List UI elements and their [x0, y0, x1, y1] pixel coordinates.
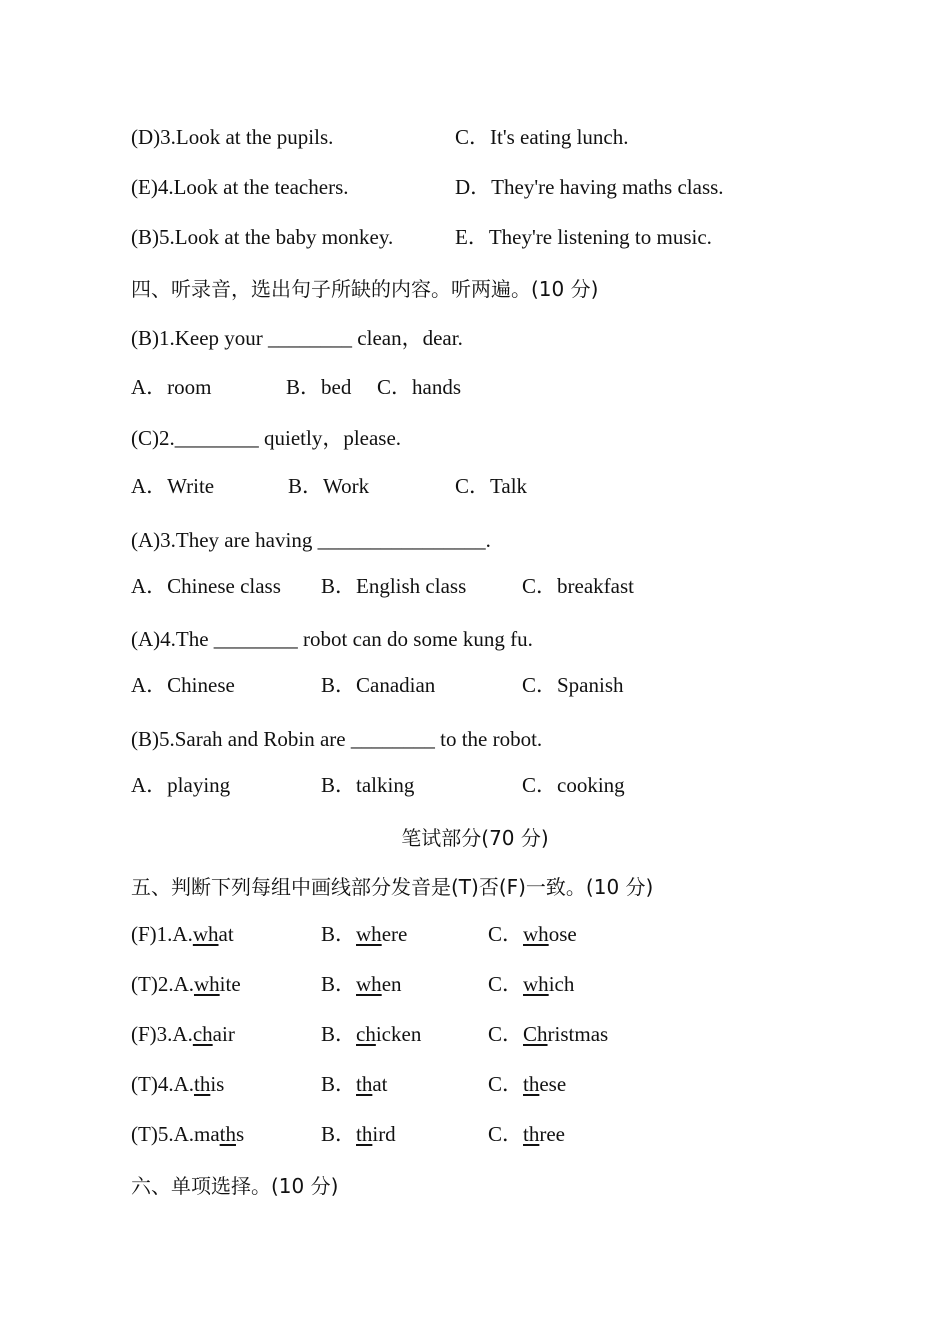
- phonics-row-4-b: B．that: [321, 1072, 388, 1096]
- listen-question-2: (C)2.________ quietly，please.: [131, 426, 402, 450]
- listen-q3-option-a: A．Chinese class: [131, 574, 281, 598]
- listen-question-1: (B)1.Keep your ________ clean，dear.: [131, 326, 463, 350]
- phonics-row-2-b: B．when: [321, 972, 402, 996]
- match-item-3-right: C．It's eating lunch.: [455, 125, 629, 149]
- section-5-heading: 五、判断下列每组中画线部分发音是(T)否(F)一致。(10 分): [131, 875, 654, 899]
- match-item-5-right: E．They're listening to music.: [455, 225, 712, 249]
- listen-q4-option-a: A．Chinese: [131, 673, 235, 697]
- listen-q2-option-a: A．Write: [131, 474, 215, 498]
- phonics-row-1-b: B．where: [321, 922, 408, 946]
- listen-q5-option-c: C．cooking: [522, 773, 625, 797]
- section-6-heading: 六、单项选择。(10 分): [131, 1174, 339, 1198]
- phonics-row-5-c: C．three: [488, 1122, 565, 1146]
- phonics-row-2-c: C．which: [488, 972, 575, 996]
- match-item-4-right: D．They're having maths class.: [455, 175, 724, 199]
- phonics-row-1-a: (F)1.A.what: [131, 922, 234, 946]
- listen-q4-option-c: C．Spanish: [522, 673, 624, 697]
- phonics-row-4-c: C．these: [488, 1072, 567, 1096]
- listen-q5-option-b: B．talking: [321, 773, 415, 797]
- listen-q5-option-a: A．playing: [131, 773, 231, 797]
- section-4-heading: 四、听录音，选出句子所缺的内容。听两遍。(10 分): [131, 277, 599, 301]
- listen-question-4: (A)4.The ________ robot can do some kung fu.: [131, 627, 533, 651]
- listen-q2-option-b: B．Work: [288, 474, 370, 498]
- phonics-row-4-a: (T)4.A.this: [131, 1072, 225, 1096]
- phonics-row-1-c: C．whose: [488, 922, 577, 946]
- listen-q1-option-b: B．bed: [286, 375, 352, 399]
- phonics-row-5-b: B．third: [321, 1122, 396, 1146]
- listen-question-3: (A)3.They are having ________________.: [131, 528, 491, 552]
- match-item-4-left: (E)4.Look at the teachers.: [131, 175, 349, 199]
- written-part-title: 笔试部分(70 分): [401, 826, 549, 850]
- listen-question-5: (B)5.Sarah and Robin are ________ to the robot.: [131, 727, 543, 751]
- listen-q1-option-a: A．room: [131, 375, 212, 399]
- listen-q2-option-c: C．Talk: [455, 474, 528, 498]
- phonics-row-3-a: (F)3.A.chair: [131, 1022, 235, 1046]
- listen-q3-option-c: C．breakfast: [522, 574, 634, 598]
- match-item-5-left: (B)5.Look at the baby monkey.: [131, 225, 394, 249]
- listen-q4-option-b: B．Canadian: [321, 673, 436, 697]
- listen-q1-option-c: C．hands: [377, 375, 461, 399]
- phonics-row-3-c: C．Christmas: [488, 1022, 609, 1046]
- phonics-row-5-a: (T)5.A.maths: [131, 1122, 245, 1146]
- phonics-row-3-b: B．chicken: [321, 1022, 422, 1046]
- listen-q3-option-b: B．English class: [321, 574, 467, 598]
- match-item-3-left: (D)3.Look at the pupils.: [131, 125, 334, 149]
- phonics-row-2-a: (T)2.A.white: [131, 972, 241, 996]
